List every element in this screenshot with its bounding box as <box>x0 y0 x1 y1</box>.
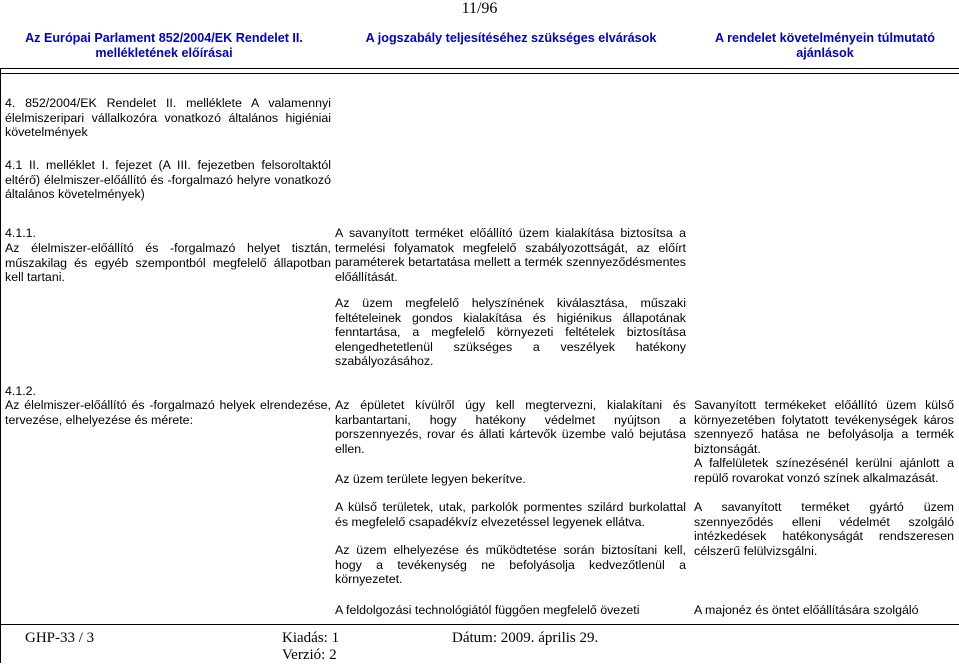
footer-date: Dátum: 2009. április 29. <box>452 630 599 646</box>
section-4-heading: 4. 852/2004/EK Rendelet II. melléklete A valamennyi élelmiszeripari vállalkozóra vonatkozó általános higiéniai követelmények <box>5 96 331 140</box>
item-4-1-2-recommendation-4: A majonéz és öntet előállítására szolgáló <box>694 603 919 617</box>
item-4-1-1-requirement-1: A savanyított terméket előállító üzem kialakítása biztosítsa a termelési folyamatok megfelelő szabályozottságát, az előírt paraméterek betartatása mellett a termék szennyeződésmentes előállítását. <box>335 226 686 284</box>
item-4-1-2-requirement-2: Az üzem területe legyen bekerítve. <box>335 472 526 486</box>
page-number: 11/96 <box>461 0 498 17</box>
footer-version: Verzió: 2 <box>282 647 337 663</box>
item-4-1-2-recommendation-3: A savanyított terméket gyártó üzem szennyeződés elleni védelmét szolgáló intézkedések hatékonyságát rendszeresen célszerű felülvizsgálni. <box>694 500 954 558</box>
item-4-1-2-text: Az élelmiszer-előállító és -forgalmazó helyek elrendezése, tervezése, elhelyezése és mérete: <box>5 398 331 427</box>
header-col2: A jogszabály teljesítéséhez szükséges elvárások <box>365 31 657 45</box>
item-4-1-1-number: 4.1.1. <box>5 226 37 240</box>
footer-code: GHP-33 / 3 <box>25 630 95 646</box>
header-rule <box>0 68 959 69</box>
item-4-1-2-requirement-4: Az üzem elhelyezése és működtetése során biztosítani kell, hogy a tevékenység ne befolyásolja kedvezőtlenül a környezetet. <box>335 543 686 587</box>
item-4-1-2-requirement-5: A feldolgozási technológiától függően megfelelő övezeti <box>335 603 640 617</box>
item-4-1-2-requirement-1: Az épületet kívülről úgy kell megtervezni, kialakítani és karbantartani, hogy hatékony védelmet nyújtson a porszennyezés, rovar és állati kártevők üzembe való bejutása ellen. <box>335 398 686 456</box>
header-col1: Az Európai Parlament 852/2004/EK Rendelet II. mellékletének előírásai <box>25 31 303 60</box>
left-border <box>0 68 1 663</box>
item-4-1-2-recommendation-2: A falfelületek színezésénél kerülni ajánlott a repülő rovarokat vonzó színek alkalmazását. <box>694 456 954 485</box>
item-4-1-1-requirement-2: Az üzem megfelelő helyszínének kiválasztása, műszaki feltételeinek gondos kialakítása és higiénikus állapotának fenntartása, a megfelelő környezeti feltételek biztosítása elengedhetetlenül szükséges a veszélyek hatékony szabályozásához. <box>335 296 686 369</box>
item-4-1-2-number: 4.1.2. <box>5 384 37 398</box>
section-4-1-heading: 4.1 II. melléklet I. fejezet (A III. fejezetben felsoroltaktól eltérő) élelmiszer-előállító és -forgalmazó helyre vonatkozó általános követelmények) <box>5 158 331 202</box>
item-4-1-2-requirement-3: A külső területek, utak, parkolók pormentes szilárd burkolattal és megfelelő csapadékvíz elvezetéssel legyenek ellátva. <box>335 500 686 529</box>
item-4-1-2-recommendation-1: Savanyított termékeket előállító üzem külső környezetében folytatott tevékenységek káros szennyező hatása ne befolyásolja a termék biztonságát. <box>694 398 954 456</box>
header-rule-lower <box>0 73 959 74</box>
item-4-1-1-text: Az élelmiszer-előállító és -forgalmazó helyet tisztán, műszakilag és egyéb szempontból megfelelő állapotban kell tartani. <box>5 241 331 285</box>
header-col3: A rendelet követelményein túlmutató ajánlások <box>715 31 935 60</box>
footer-edition: Kiadás: 1 <box>282 630 340 646</box>
footer-rule <box>0 624 959 625</box>
